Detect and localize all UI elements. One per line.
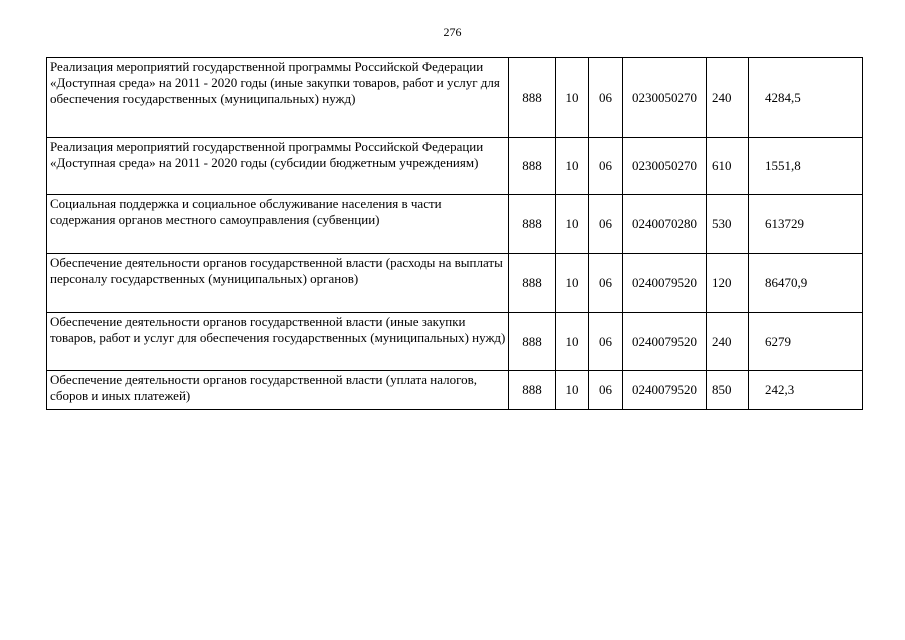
target-article-code: 0240079520: [623, 313, 707, 371]
expense-type-code: 610: [707, 138, 749, 195]
section-code: 10: [556, 195, 589, 254]
amount: 242,3: [749, 371, 863, 410]
expense-type-code: 850: [707, 371, 749, 410]
amount: 613729: [749, 195, 863, 254]
amount: 6279: [749, 313, 863, 371]
section-code: 10: [556, 254, 589, 313]
expense-type-code: 120: [707, 254, 749, 313]
subsection-code: 06: [589, 195, 623, 254]
amount: 86470,9: [749, 254, 863, 313]
row-description: Социальная поддержка и социальное обслуживание населения в части содержания органов местного самоуправления (субвенции): [47, 195, 509, 254]
subsection-code: 06: [589, 138, 623, 195]
section-code: 10: [556, 313, 589, 371]
row-description: Обеспечение деятельности органов государственной власти (расходы на выплаты персоналу государственных (муниципальных) органов): [47, 254, 509, 313]
target-article-code: 0240079520: [623, 254, 707, 313]
budget-table: [46, 57, 863, 410]
target-article-code: 0230050270: [623, 58, 707, 138]
expense-type-code: 240: [707, 313, 749, 371]
table-row: [47, 138, 863, 195]
ministry-code: 888: [509, 371, 556, 410]
amount: 1551,8: [749, 138, 863, 195]
ministry-code: 888: [509, 195, 556, 254]
ministry-code: 888: [509, 58, 556, 138]
subsection-code: 06: [589, 371, 623, 410]
row-description: Реализация мероприятий государственной программы Российской Федерации «Доступная среда» на 2011 - 2020 годы (субсидии бюджетным учреждениям): [47, 138, 509, 195]
subsection-code: 06: [589, 313, 623, 371]
section-code: 10: [556, 371, 589, 410]
row-description: Обеспечение деятельности органов государственной власти (иные закупки товаров, работ и услуг для обеспечения государственных (муниципальных) нужд): [47, 313, 509, 371]
section-code: 10: [556, 58, 589, 138]
ministry-code: 888: [509, 254, 556, 313]
table-row: [47, 313, 863, 371]
target-article-code: 0240070280: [623, 195, 707, 254]
target-article-code: 0240079520: [623, 371, 707, 410]
subsection-code: 06: [589, 254, 623, 313]
row-description: Обеспечение деятельности органов государственной власти (уплата налогов, сборов и иных платежей): [47, 371, 509, 410]
page-number: 276: [443, 25, 462, 39]
table-row: [47, 58, 863, 138]
ministry-code: 888: [509, 313, 556, 371]
subsection-code: 06: [589, 58, 623, 138]
section-code: 10: [556, 138, 589, 195]
row-description: Реализация мероприятий государственной программы Российской Федерации «Доступная среда» на 2011 - 2020 годы (иные закупки товаров, работ и услуг для обеспечения государственных (муниципальных) нужд): [47, 58, 509, 138]
table-row: [47, 254, 863, 313]
target-article-code: 0230050270: [623, 138, 707, 195]
table-row: [47, 371, 863, 410]
table-row: [47, 195, 863, 254]
amount: 4284,5: [749, 58, 863, 138]
expense-type-code: 240: [707, 58, 749, 138]
expense-type-code: 530: [707, 195, 749, 254]
ministry-code: 888: [509, 138, 556, 195]
